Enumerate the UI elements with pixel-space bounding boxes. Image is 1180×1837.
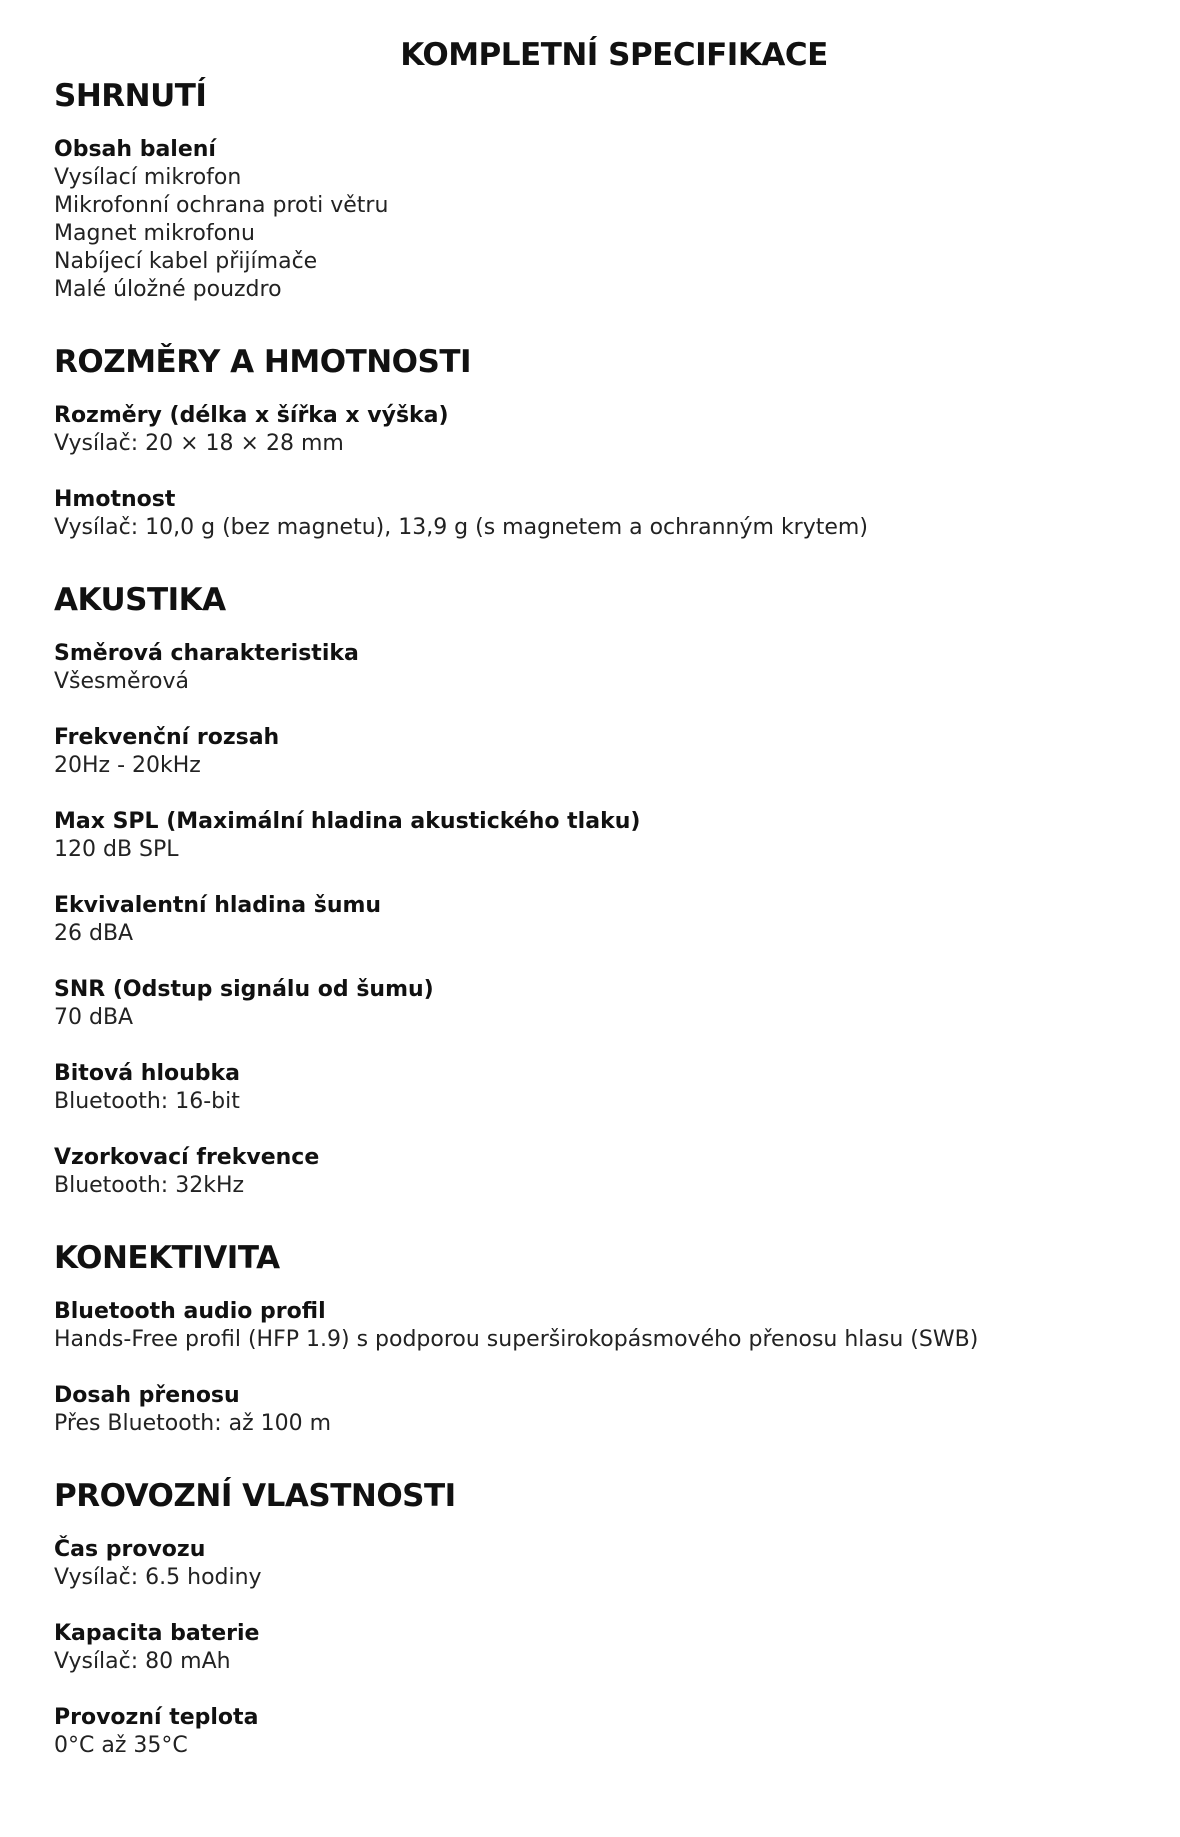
spec-label: Směrová charakteristika bbox=[54, 641, 359, 666]
spec-label: Kapacita baterie bbox=[54, 1621, 260, 1646]
spec-value: Magnet mikrofonu bbox=[54, 221, 255, 246]
spec-item bbox=[54, 1298, 1134, 1354]
spec-label: SNR (Odstup signálu od šumu) bbox=[54, 977, 434, 1002]
spec-item bbox=[54, 402, 1134, 458]
section-rozmery-a-hmotnosti bbox=[54, 344, 1134, 542]
spec-label: Rozměry (délka x šířka x výška) bbox=[54, 403, 449, 428]
page-title: KOMPLETNÍ SPECIFIKACE bbox=[400, 37, 828, 73]
spec-label: Dosah přenosu bbox=[54, 1383, 240, 1408]
section-akustika bbox=[54, 582, 1134, 1200]
spec-label: Frekvenční rozsah bbox=[54, 725, 280, 750]
spec-sections bbox=[54, 78, 1134, 1800]
spec-label: Bitová hloubka bbox=[54, 1061, 240, 1086]
spec-label: Bluetooth audio profil bbox=[54, 1299, 326, 1324]
spec-value: Vysílací mikrofon bbox=[54, 165, 242, 190]
spec-value: Přes Bluetooth: až 100 m bbox=[54, 1411, 332, 1436]
spec-value: 120 dB SPL bbox=[54, 837, 179, 862]
spec-item bbox=[54, 1144, 1134, 1200]
spec-item bbox=[54, 1620, 1134, 1676]
spec-label: Vzorkovací frekvence bbox=[54, 1145, 320, 1170]
section-heading: PROVOZNÍ VLASTNOSTI bbox=[54, 1478, 456, 1514]
spec-value: Malé úložné pouzdro bbox=[54, 277, 282, 302]
spec-item bbox=[54, 976, 1134, 1032]
spec-value: Vysílač: 20 × 18 × 28 mm bbox=[54, 431, 344, 456]
spec-value: 26 dBA bbox=[54, 921, 134, 946]
spec-value: Bluetooth: 32kHz bbox=[54, 1173, 245, 1198]
section-heading: AKUSTIKA bbox=[54, 582, 226, 618]
spec-label: Max SPL (Maximální hladina akustického tlaku) bbox=[54, 809, 641, 834]
spec-label: Obsah balení bbox=[54, 137, 216, 162]
section-heading: KONEKTIVITA bbox=[54, 1240, 280, 1276]
spec-value: Hands-Free profil (HFP 1.9) s podporou superširokopásmového přenosu hlasu (SWB) bbox=[54, 1327, 979, 1352]
spec-label: Čas provozu bbox=[54, 1537, 206, 1562]
section-shrnuti bbox=[54, 78, 1134, 304]
spec-value: 70 dBA bbox=[54, 1005, 134, 1030]
section-provozni-vlastnosti bbox=[54, 1478, 1134, 1760]
section-konektivita bbox=[54, 1240, 1134, 1438]
section-heading: ROZMĚRY A HMOTNOSTI bbox=[54, 344, 472, 380]
spec-item bbox=[54, 136, 1134, 304]
spec-item bbox=[54, 486, 1134, 542]
spec-label: Provozní teplota bbox=[54, 1705, 259, 1730]
spec-value: Vysílač: 6.5 hodiny bbox=[54, 1565, 262, 1590]
spec-value: Vysílač: 10,0 g (bez magnetu), 13,9 g (s magnetem a ochranným krytem) bbox=[54, 515, 868, 540]
spec-item bbox=[54, 1704, 1134, 1760]
spec-item bbox=[54, 724, 1134, 780]
spec-item bbox=[54, 640, 1134, 696]
spec-value: 20Hz - 20kHz bbox=[54, 753, 201, 778]
spec-item bbox=[54, 808, 1134, 864]
spec-item bbox=[54, 1382, 1134, 1438]
spec-value: 0°C až 35°C bbox=[54, 1733, 188, 1758]
spec-item bbox=[54, 1060, 1134, 1116]
spec-label: Hmotnost bbox=[54, 487, 176, 512]
spec-value: Vysílač: 80 mAh bbox=[54, 1649, 231, 1674]
spec-value: Nabíjecí kabel přijímače bbox=[54, 249, 318, 274]
spec-value: Bluetooth: 16-bit bbox=[54, 1089, 240, 1114]
spec-value: Mikrofonní ochrana proti větru bbox=[54, 193, 389, 218]
spec-item bbox=[54, 892, 1134, 948]
spec-item bbox=[54, 1536, 1134, 1592]
spec-value: Všesměrová bbox=[54, 669, 189, 694]
spec-label: Ekvivalentní hladina šumu bbox=[54, 893, 382, 918]
section-heading: SHRNUTÍ bbox=[54, 78, 207, 114]
